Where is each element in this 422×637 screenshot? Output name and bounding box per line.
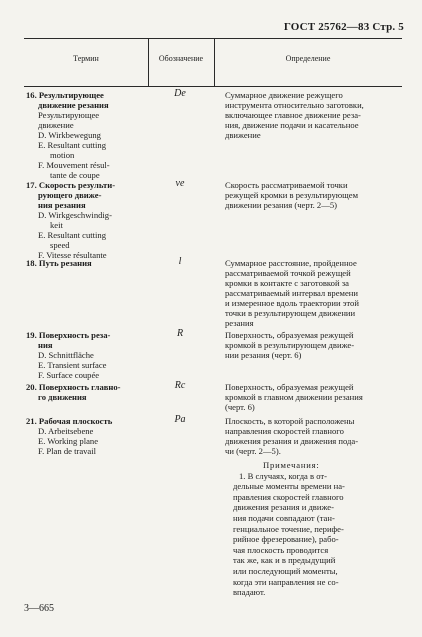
- term-20: 20. Поверхность главно- го движения: [26, 382, 121, 402]
- column-header-term: Термин: [73, 54, 99, 63]
- symbol-17: ve: [175, 178, 185, 189]
- page-header: ГОСТ 25762—83 Стр. 5: [283, 21, 404, 33]
- symbol-18: l: [178, 256, 182, 267]
- term-16: 16. Результирующее движение резания Результирующее движение D. Wirkbewegung E. Resultant cutting motion F. Mouvement résul- tante de coupe: [26, 90, 110, 180]
- column-header-designation: Обозначение: [158, 54, 204, 63]
- term-number: 16.: [26, 90, 37, 100]
- definition-16: Суммарное движение режущего инструмента относительно заготовки, включающее главное движение реза- ния, движение подачи и касательное движение: [225, 90, 364, 140]
- column-header-definition: Определение: [285, 54, 331, 63]
- symbol-20: Rc: [174, 380, 186, 391]
- notes-block: Примечания: 1. В случаях, когда в от- дельные моменты времени на- правления скоростей главного движения резания и движе- ния подачи совпадают (тан- генциальное точение, перифе- рийное фрезерование), рабо- чая плоскость проводится так же, как и в предыдущий или последующий моменты, когда эти направления не со- впадают.: [233, 460, 397, 598]
- definition-21: Плоскость, в которой расположены направления скоростей главного движения резания и движения пода- чи (черт. 2—5).: [225, 416, 359, 456]
- symbol-16: De: [174, 88, 186, 99]
- page-footer: 3—665: [24, 603, 54, 614]
- notes-title: Примечания:: [263, 460, 320, 470]
- table-header-rule: [24, 86, 402, 87]
- definition-20: Поверхность, образуемая режущей кромкой в главном движении резания (черт. 6): [225, 382, 363, 412]
- definition-17: Скорость рассматриваемой точки режущей кромки в результирующем движении резания (черт. 2—5): [225, 180, 359, 210]
- term-19: 19. Поверхность реза- ния D. Schnittfläche E. Transient surface F. Surface coupée: [26, 330, 111, 380]
- term-21: 21. Рабочая плоскость D. Arbeitsebene E. Working plane F. Plan de travail: [26, 416, 113, 456]
- symbol-19: R: [176, 328, 184, 339]
- term-17: 17. Скорость результи- рующего движе- ния резания D. Wirkgeschwindig- keit E. Resultant cutting speed F. Vitesse résultante: [26, 180, 116, 260]
- term-18: 18. Путь резания: [26, 258, 92, 268]
- symbol-21: Pa: [174, 414, 186, 425]
- definition-18: Суммарное расстояние, пройденное рассматриваемой точкой режущей кромки в контакте с заготовкой за рассматриваемый интервал времени и измеренное вдоль траектории этой точки в результирующем движении резания: [225, 258, 359, 328]
- definition-19: Поверхность, образуемая режущей кромкой в результирующем движе- нии резания (черт. 6): [225, 330, 355, 360]
- table-top-rule: [24, 38, 402, 39]
